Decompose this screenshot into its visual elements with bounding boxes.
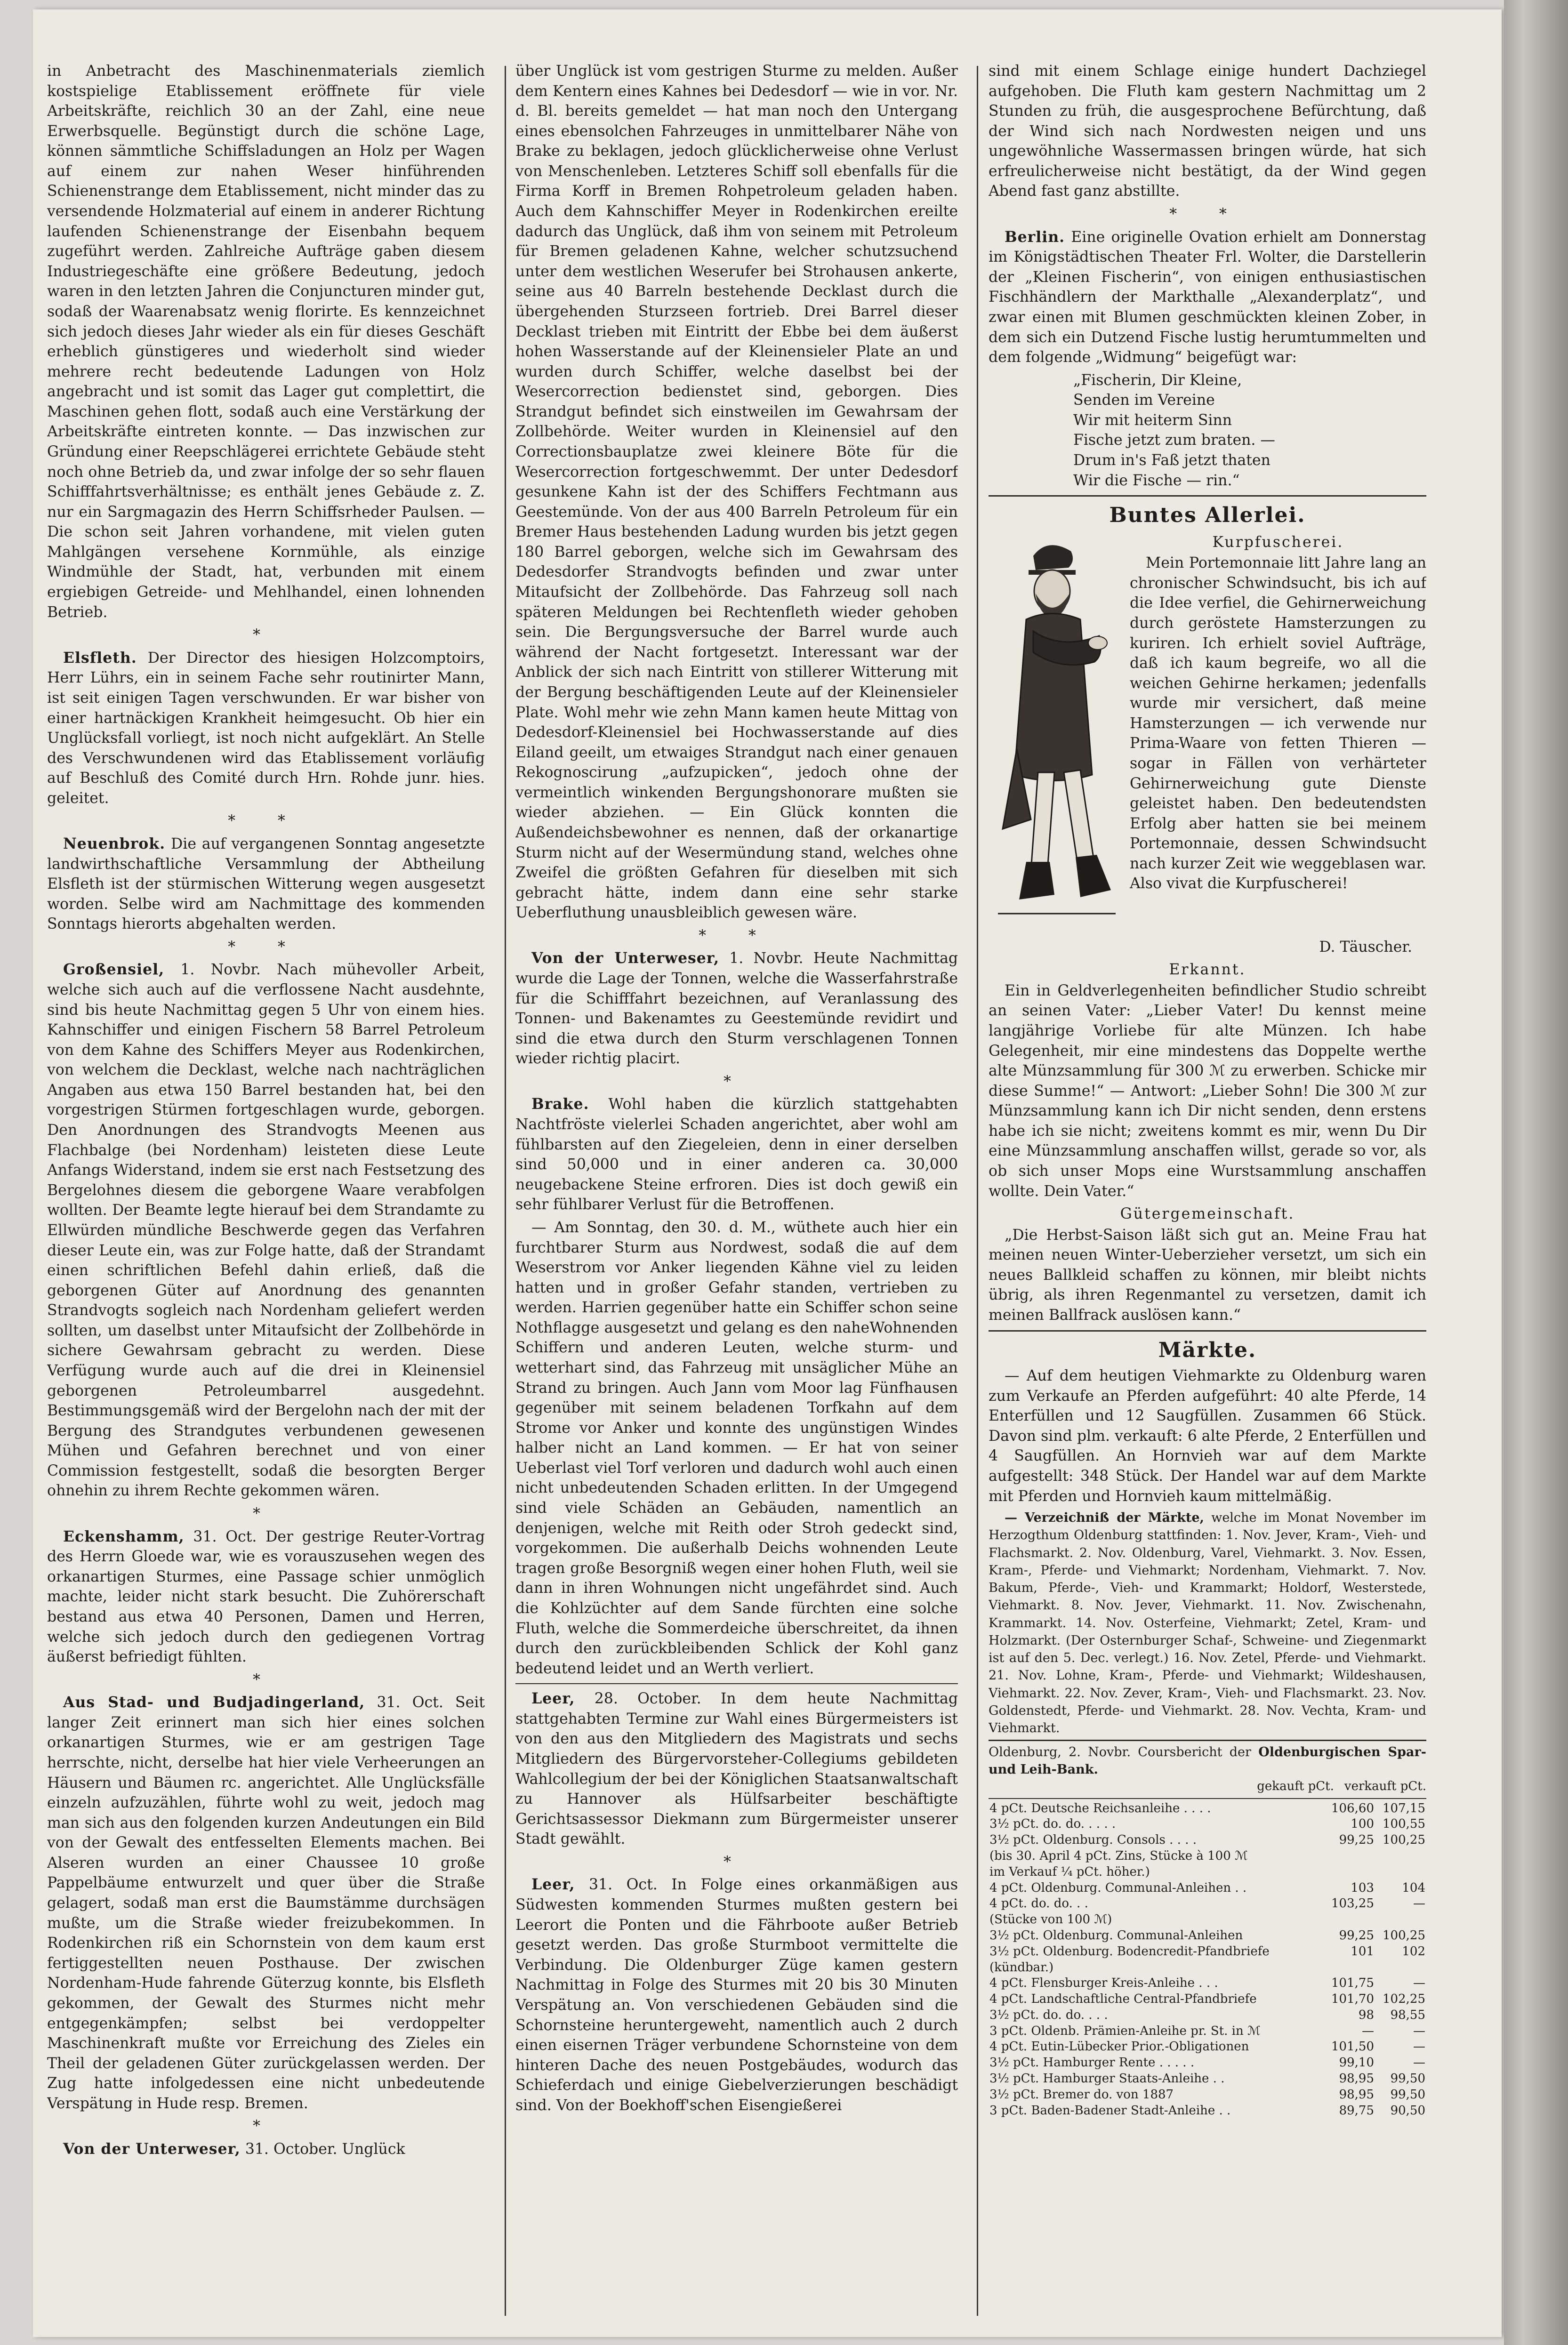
table-row [989, 1896, 1426, 1912]
table-row [989, 2024, 1426, 2040]
article-viehmarkt: — Auf dem heutigen Viehmarkte zu Oldenburg waren zum Verkaufe an Pferden aufgeführt: 40 alte Pferde, 14 Enterfüllen und 12 Saugfüllen. Zusammen 66 Stück. Davon sind plm. verkauft: 6 alte Pferde, 2 Enterfüllen und 4 Saugfüllen. An Hornvieh war auf dem Markte aufgestellt: 348 Stück. Der Handel war auf dem Markte mit Pferden und Hornvieh kaum mittelmäßig. [989, 1367, 1426, 1505]
kursbericht-table [989, 1801, 1426, 2119]
table-row [989, 2008, 1426, 2024]
column-1 [47, 61, 485, 2306]
price-bought: 101,75 [1331, 1976, 1374, 1991]
kursbericht-column-headers [989, 1778, 1426, 1795]
security-name: (bis 30. April 4 pCt. Zins, Stücke à 100 ℳ [989, 1848, 1248, 1863]
price-sold: — [1413, 2040, 1425, 2054]
separator-star: * [724, 1073, 750, 1090]
table-row [989, 1992, 1426, 2008]
place-unterweser: Von der Unterweser, [63, 2140, 241, 2158]
security-name: 3½ pCt. Bremer do. von 1887 [989, 2087, 1174, 2102]
place-leer-2: Leer, [531, 1876, 575, 1894]
price-sold: 90,50 [1390, 2103, 1425, 2118]
place-berlin: Berlin. [1005, 228, 1065, 246]
table-row [989, 1960, 1426, 1976]
security-name: 4 pCt. do. do. . . [989, 1896, 1088, 1911]
price-bought: 101 [1351, 1944, 1374, 1959]
price-sold: 102,25 [1383, 1992, 1425, 2007]
price-bought [1324, 1960, 1375, 1976]
article-stad-budjadingerland: Aus Stad- und Budjadingerland, 31. Oct. Seit langer Zeit erinnert man sich hier eines solchen orkanartigen Sturmes, wie er am gestrigen Tage herrschte, nicht, derselbe hat hier viele Verheerungen an Häusern und Bäumen rc. angerichtet. Alle Unglücksfälle einzeln aufzuzählen, führte wohl zu weit, jedoch mag man sich aus den folgenden kurzen Andeutungen ein Bild von der Gewalt des entfesselten Elements machen. Bei Alseren wurden an einer Chaussee 10 große Pappelbäume entwurzelt und quer über die Straße gelagert, sodaß man erst die Baumstämme durchsägen mußte, um die Straße wieder freizubekommen. In Rodenkirchen riß ein Schornstein von dem kaum erst fertiggestellten neuen Posthause. Der zwischen Nordenham-Hude fahrende Güterzug konnte, bis Elsfleth gekommen, der Gewalt des Sturmes nicht mehr entgegenkämpfen; selbst bei verdoppelter Maschinenkraft mußte vor Erreichung des Zieles ein Theil der geladenen Güter zurückgelassen werden. Der Zug hatte infolgedessen eine nicht unbedeutende Verspätung in Hude resp. Bremen. [47, 1694, 485, 2112]
divider [515, 1683, 958, 1684]
table-row [989, 1848, 1426, 1864]
article-unterweser-2: Von der Unterweser, 1. Novbr. Heute Nachmittag wurde die Lage der Tonnen, welche die Wasserfahrstraße für die Schifffahrt bezeichnen, auf Veranlassung des Tonnen- und Bakenamtes zu Geestemünde revidirt und sind die etwa durch den Sturm verschlagenen Tonnen wieder richtig placirt. [515, 949, 958, 1068]
price-bought [1324, 1848, 1375, 1864]
security-name: 4 pCt. Eutin-Lübecker Prior.-Obligationen [989, 2040, 1249, 2054]
article-marktverzeichnis: — Verzeichniß der Märkte, welche im Monat November im Herzogthum Oldenburg stattfinden: 1. Nov. Jever, Kram-, Vieh- und Flachsmarkt. 2. Nov. Oldenburg, Varel, Viehmarkt. 3. Nov. Essen, Kram-, Pferde- und Viehmarkt; Nordenham, Viehmarkt. 7. Nov. Bakum, Pferde-, Vieh- und Krammarkt; Holdorf, Westerstede, Viehmarkt. 8. Nov. Jever, Viehmarkt. 11. Nov. Zwischenahn, Krammarkt. 14. Nov. Osterfeine, Viehmarkt; Zetel, Kram- und Holzmarkt. (Der Osternburger Schaf-, Schweine- und Ziegenmarkt ist auf den 5. Dec. verlegt.) 16. Nov. Zetel, Pferde- und Viehmarkt. 21. Nov. Lohne, Kram-, Pferde- und Viehmarkt; Wildeshausen, Viehmarkt. 22. Nov. Zever, Kram-, Vieh- und Flachsmarkt. 23. Nov. Goldenstedt, Pferde- und Viehmarkt. 28. Nov. Vechta, Kram- und Viehmarkt. [989, 1510, 1426, 1736]
price-bought: 98 [1358, 2008, 1374, 2022]
price-sold: 102 [1402, 1944, 1425, 1959]
illustrated-article [989, 532, 1426, 937]
security-name: 3½ pCt. Hamburger Staats-Anleihe . . [989, 2072, 1225, 2086]
article-leer-2: Leer, 31. Oct. In Folge eines orkanmäßigen aus Südwesten kommenden Sturmes mußten gestern bei Leerort die Ponten und die Fährboote außer Betrieb gesetzt werden. Das große Sturmboot vermittelte die Verbindung. Die Oldenburger Züge kamen gestern Nachmittag in Folge des Sturmes mit 20 bis 30 Minuten Verspätung an. Von verschiedenen Gebäuden sind die Schornsteine heruntergeweht, namentlich auch 2 durch einen eisernen Träger verbundene Schornsteine von dem hinteren Dache des neuen Postgebäudes, wodurch das Schieferdach und einige Giebelverzierungen beschädigt sind. Von der Boekhoff'schen Eisengießerei [515, 1876, 958, 2114]
article-elsfleth: Elsfleth. Der Director des hiesigen Holzcomptoirs, Herr Lührs, ein in seinem Fache sehr routinirter Mann, ist seit einigen Tagen verschwunden. Er war bisher von einer hartnäckigen Krankheit heimgesucht. Ob hier ein Unglücksfall vorliegt, ist noch nicht aufgeklärt. An Stelle des Verschwundenen wird das Etablissement vorläufig auf Beschluß des Comité durch Hrn. Rohde junr. hies. geleitet. [47, 649, 485, 807]
price-bought [1324, 1864, 1375, 1880]
section-title-buntes-allerlei: Buntes Allerlei. [1109, 503, 1306, 528]
table-row [989, 1801, 1426, 1817]
place-leer: Leer, [531, 1690, 575, 1708]
article-kurpfuscherei: Mein Portemonnaie litt Jahre lang an chronischer Schwindsucht, bis ich auf die Idee verfiel, die Gehirnerweichung durch geröstete Hamsterzungen zu kuriren. Ich erhielt soviel Aufträge, daß ich kaum begreife, wo all die weichen Gehirne herkamen; jedenfalls wurde mir versichert, daß meine Hamsterzungen — ich verwende nur Prima-Waare von fetten Thieren — sogar in Fällen von verhärteter Gehirnerweichung gute Dienste geleistet haben. Den bedeutendsten Erfolg aber hatten sie bei meinem Portemonnaie, dessen Schwindsucht nach kurzer Zeit wie weggeblasen war. Also vivat die Kurpfuscherei! [1130, 554, 1426, 892]
man-with-hat-illustration [989, 537, 1125, 928]
col-header-verkauft: verkauft pCt. [1344, 1779, 1426, 1794]
security-name: im Verkauf ¼ pCt. höher.) [989, 1864, 1150, 1879]
subtitle-guetergemeinschaft: Gütergemeinschaft. [1120, 1205, 1295, 1223]
price-sold: — [1413, 1896, 1425, 1911]
table-row [989, 2039, 1426, 2055]
place-eckenshamm: Eckenshamm, [63, 1527, 185, 1545]
poem-line: „Fischerin, Dir Kleine, [1073, 371, 1242, 389]
binding-edge [1504, 0, 1568, 2345]
kursbericht-header: Oldenburg, 2. Novbr. Coursbericht der Oldenburgischen Spar- und Leih-Bank. gekauft pCt. verkauft pCt. [989, 1740, 1426, 1799]
article-eckenshamm: Eckenshamm, 31. Oct. Der gestrige Reuter-Vortrag des Herrn Gloede war, wie es vorauszusehen wegen des orkanartigen Sturmes, eine Passage schier unmöglich machte, leider nicht stark besucht. Die Zuhörerschaft bestand aus etwa 40 Personen, Damen und Herren, welche sich jedoch durch den gediegenen Vortrag äußerst befriedigt fühlten. [47, 1527, 485, 1666]
security-name: (kündbar.) [989, 1960, 1054, 1975]
security-name: 4 pCt. Flensburger Kreis-Anleihe . . . [989, 1976, 1218, 1991]
article-guetergemeinschaft: „Die Herbst-Saison läßt sich gut an. Meine Frau hat meinen neuen Winter-Ueberzieher versetzt, um sich ein neues Ballkleid schaffen zu können, mir bleibt nichts übrig, als ihren Regenmantel zu versetzen, damit ich meinen Ballfrack auslösen kann.“ [989, 1226, 1426, 1324]
separator-star: * * [1169, 206, 1246, 223]
price-sold: 98,55 [1390, 2008, 1425, 2022]
article-erkannt: Ein in Geldverlegenheiten befindlicher Studio schreibt an seinen Vater: „Lieber Vater! Du kennst meine langjährige Vorliebe für alte Münzen. Ich habe Gelegenheit, mir eine mindestens das Doppelte werthe alte Münzsammlung für 300 ℳ zu erwerben. Schicke mir diese Summe!“ — Antwort: „Lieber Sohn! Die 300 ℳ zur Münzsammlung kann ich Dir nicht senden, denn erstens habe ich sie nicht; zweitens kommt es mir, wenn Du Dir eine Münzsammlung anschaffen willst, gerade so vor, als ob sich unser Mops eine Wurstsammlung anschaffen wollte. Dein Vater.“ [989, 982, 1426, 1200]
poem-line: Wir mit heiterm Sinn [1073, 411, 1232, 429]
security-name: 3½ pCt. do. do. . . . . [989, 1817, 1116, 1831]
security-name: 3 pCt. Baden-Badener Stadt-Anleihe . . [989, 2103, 1231, 2118]
price-bought: 103 [1351, 1880, 1374, 1895]
column-3 [989, 61, 1426, 2306]
divider [989, 495, 1426, 497]
security-name: 3½ pCt. Oldenburg. Communal-Anleihen [989, 1928, 1243, 1943]
price-sold: — [1413, 2024, 1425, 2038]
price-sold: 100,25 [1383, 1833, 1425, 1847]
place-brake: Brake. [531, 1095, 589, 1113]
price-sold: 99,50 [1390, 2072, 1425, 2086]
table-row [989, 1880, 1426, 1896]
price-sold: 100,55 [1383, 1817, 1425, 1831]
security-name: 3½ pCt. Oldenburg. Bodencredit-Pfandbriefe [989, 1944, 1270, 1959]
security-name: 3½ pCt. Oldenburg. Consols . . . . [989, 1833, 1197, 1847]
price-sold [1375, 1848, 1426, 1864]
price-bought: 103,25 [1331, 1896, 1374, 1911]
price-bought: 98,95 [1339, 2072, 1374, 2086]
poem-line: Drum in's Faß jetzt thaten [1073, 451, 1270, 469]
price-sold: 100,25 [1383, 1928, 1425, 1943]
security-name: 3½ pCt. Hamburger Rente . . . . . [989, 2056, 1195, 2070]
column-2 [515, 61, 958, 2306]
security-name: 3 pCt. Oldenb. Prämien-Anleihe pr. St. in ℳ [989, 2024, 1261, 2038]
security-name: 4 pCt. Oldenburg. Communal-Anleihen . . [989, 1880, 1247, 1895]
security-name: 3½ pCt. do. do. . . . [989, 2008, 1108, 2022]
separator-star: * * [228, 812, 304, 830]
price-sold: — [1413, 1976, 1425, 1991]
article-leer-cont: sind mit einem Schlage einige hundert Dachziegel aufgehoben. Die Fluth kam gestern Nachmittag um 2 Stunden zu früh, die ausgesprochene Befürchtung, daß der Wind sich nach Nordwesten neigen und uns ungewöhnliche Wassermassen bringen würde, hat sich erfreulicherweise nicht bestätigt, da der Wind gegen Abend fast ganz abstillte. [989, 63, 1426, 200]
place-stad: Aus Stad- und Budjadingerland, [63, 1694, 365, 1711]
price-bought: 101,70 [1331, 1992, 1374, 2007]
poem-line: Senden im Vereine [1073, 392, 1215, 409]
subtitle-kurpfuscherei: Kurpfuscherei. [1212, 533, 1344, 551]
price-sold: — [1413, 2056, 1425, 2070]
separator-star: * * [699, 927, 775, 944]
separator-star: * * [228, 938, 304, 956]
article-brake: Brake. Wohl haben die kürzlich stattgehabten Nachtfröste vielerlei Schaden angerichtet, aber wohl am fühlbarsten auf den Ziegeleien, denn in einer derselben sind 50,000 und in einer anderen ca. 30,000 neugebackene Steine erfroren. Dies ist doch gewiß ein sehr fühlbarer Verlust für die Betroffenen. [515, 1095, 958, 1213]
security-name: 4 pCt. Landschaftliche Central-Pfandbriefe [989, 1992, 1257, 2007]
price-sold: 104 [1402, 1880, 1425, 1895]
separator-star: * [724, 1853, 750, 1871]
column-rule-2 [977, 66, 978, 2316]
table-row [989, 1816, 1426, 1832]
separator-star: * [253, 2118, 279, 2135]
table-row [989, 1976, 1426, 1992]
price-sold [1375, 1960, 1426, 1976]
subtitle-erkannt: Erkannt. [1169, 961, 1246, 979]
signature: D. Täuscher. [1319, 938, 1412, 956]
place-elsfleth: Elsfleth. [63, 649, 137, 667]
article-leer-1: Leer, 28. October. In dem heute Nachmittag stattgehabten Termine zur Wahl eines Bürgermeisters ist von den aus den Mitgliedern des Magistrats und sechs Mitgliedern des Bürgervorsteher-Collegiums gebildeten Wahlcollegium der bei der Königlichen Staatsanwaltschaft zu Hannover als Hülfsarbeiter beschäftigte Gerichtsassessor Diekmann zum Bürgermeister unserer Stadt gewählt. [515, 1690, 958, 1848]
price-sold [1375, 1912, 1426, 1928]
place-grossensiel: Großensiel, [63, 961, 165, 979]
article-brake-2: — Am Sonntag, den 30. d. M., wüthete auch hier ein furchtbarer Sturm aus Nordwest, sodaß die auf dem Weserstrom vor Anker liegenden Kähne viel zu leiden hatten und in großer Gefahr standen, vertrieben zu werden. Harrien gegenüber hatte ein Schiffer schon seine Nothflagge ausgesetzt und gelang es den naheWohnenden Schiffern und anderen Leuten, welche sturm- und wetterhart sind, das Fahrzeug mit unsäglicher Mühe an Strand zu bringen. Auch Jann vom Moor lag Fünfhausen gegenüber mit seinem beladenen Torfkahn auf dem Strome vor Anker und konnte des ungünstigen Windes halber nicht an Land kommen. — Er hat von seiner Ueberlast viel Torf verloren und dadurch wohl auch einen nicht unbedeutenden Schaden erlitten. In der Umgegend sind viele Schäden an Gebäuden, namentlich an denjenigen, welche mit Reith oder Stroh gedeckt sind, vorgekommen. Die außerhalb Deichs wohnenden Leute tragen große Besorgniß wegen einer hohen Fluth, weil sie dann in ihren Wohnungen nicht ungefährdet sind. Auch die Kohlzüchter auf dem Sande fürchten eine solche Fluth, welche die Sommerdeiche überschreitet, da ihnen durch den zurückbleibenden Schlick der Kohl ganz bedeutend leidet und an Werth verliert. [515, 1219, 958, 1677]
place-unterweser-2: Von der Unterweser, [531, 949, 720, 967]
article-intro: in Anbetracht des Maschinenmaterials ziemlich kostspielige Etablissement eröffnete für viele Arbeitskräfte, reichlich 30 an der Zahl, eine neue Erwerbsquelle. Begünstigt durch die schöne Lage, können sämmtliche Schiffsladungen an Holz per Wagen auf einem zur nahen Weser hinführenden Schienenstrange dem Etablissement, nicht minder das zu versendende Holzmaterial auf einem in anderer Richtung laufenden Schienenstrange der Eisenbahn bequem zugeführt werden. Zahlreiche Aufträge gaben diesem Industriegeschäfte eine größere Bedeutung, jedoch waren in den letzten Jahren die Conjuncturen minder gut, sodaß der Waarenabsatz wenig florirte. Es kennzeichnet sich jedoch dieses Jahr wieder als ein für dieses Geschäft erheblich günstigeres und wiederholt sind wieder mehrere recht bedeutende Ladungen von Holz angebracht und ist somit das Lager gut complettirt, die Maschinen gehen flott, sodaß auch eine Verstärkung der Arbeitskräfte eintreten konnte. — Das inzwischen zur Gründung einer Reepschlägerei errichtete Gebäude steht noch ohne Betrieb da, und zwar infolge der so sehr flauen Schifffahrtsverhältnisse; es enthält jenes Gebäude z. Z. nur ein Sargmagazin des Herrn Schiffsrheder Paulsen. — Die schon seit Jahren vorhandene, mit vielen guten Mahlgängen versehene Kornmühle, als einzige Windmühle der Stadt, hat, verbunden mit einem ergiebigen Getreide- und Mehlhandel, einen lohnenden Betrieb. [47, 63, 485, 621]
price-bought: 99,25 [1339, 1833, 1374, 1847]
poem [1073, 370, 1426, 490]
separator-star: * [253, 1671, 279, 1688]
table-row [989, 2071, 1426, 2087]
article-unterweser: Von der Unterweser, 31. October. Unglück [63, 2140, 405, 2158]
security-name: (Stücke von 100 ℳ) [989, 1912, 1112, 1927]
price-bought [1324, 1912, 1375, 1928]
price-bought: 89,75 [1339, 2103, 1374, 2118]
price-bought: 100 [1351, 1817, 1374, 1831]
price-bought: 101,50 [1331, 2040, 1374, 2054]
separator-star: * [253, 626, 279, 644]
col-header-gekauft: gekauft pCt. [1257, 1779, 1334, 1794]
price-sold [1375, 1864, 1426, 1880]
article-grossensiel: Großensiel, 1. Novbr. Nach mühevoller Arbeit, welche sich auch auf die verflossene Nacht ausdehnte, sind bis heute Nachmittag gegen 5 Uhr von einem hies. Kahnschiffer und einigen Fischern 58 Barrel Petroleum von dem Kahne des Schiffers Meyer aus Rodenkirchen, von welchem die Decklast, welche nach nachträglichen Angaben aus etwa 150 Barrel bestanden hat, bei den vorgestrigen Stürmen fortgeschlagen wurde, geborgen. Den Anordnungen des Strandvogts Meenen aus Flachbalge (bei Nordenham) leisteten diese Leute Anfangs Widerstand, indem sie erst nach Festsetzung des Bergelohnes diesem die geborgene Waare verabfolgen wollten. Der Beamte legte hierauf bei dem Strandamte zu Ellwürden mündliche Beschwerde gegen das Verfahren dieser Leute ein, was zur Folge hatte, daß der Strandamt einen schriftlichen Befehl dahin erließ, daß die geborgenen Güter auf Anordnung des genannten Strandvogts sogleich nach Nordenham geliefert werden sollten, um daselbst unter Mitaufsicht der Zollbehörde in sichere Gewahrsam gebracht zu werden. Diese Verfügung wurde auch auf die drei in Kleinensiel geborgenen Petroleumbarrel ausgedehnt. Bestimmungsgemäß wird der Bergelohn nach der mit der Bergung des Strandgutes verbundenen gewesenen Mühen und Gefahren berechnet und von einer Commission festgestellt, sodaß die besorgten Berger ohnehin zu ihrem Rechte gekommen wären. [47, 961, 485, 1500]
price-bought: 99,10 [1339, 2056, 1374, 2070]
article-berlin: Berlin. Eine originelle Ovation erhielt am Donnerstag im Königstädtischen Theater Frl. Wolter, die Darstellerin der „Kleinen Fischerin“, von einigen enthusiastischen Fischhändlern der Markthalle „Alexanderplatz“, und zwar einen mit Blumen geschmückten kleinen Zober, in dem sich ein Dutzend Fische lustig herumtummelten und dem folgende „Widmung“ beigefügt war: [989, 228, 1426, 366]
separator-star: * [253, 1505, 279, 1523]
table-row [989, 1928, 1426, 1944]
price-bought: — [1362, 2024, 1374, 2038]
table-row [989, 1912, 1426, 1928]
table-row [989, 2087, 1426, 2103]
price-sold: 107,15 [1383, 1801, 1425, 1815]
table-row [989, 1864, 1426, 1880]
table-row [989, 1832, 1426, 1848]
poem-line: Wir die Fische — rin.“ [1073, 472, 1240, 489]
section-title-maerkte: Märkte. [1158, 1338, 1257, 1362]
kurpfuscherei-text-block [1130, 532, 1426, 894]
bank-name: Oldenburgischen Spar- und Leih-Bank. [989, 1745, 1426, 1777]
column-rule-1 [505, 66, 506, 2316]
divider [989, 1330, 1426, 1332]
table-row [989, 2055, 1426, 2071]
security-name: 4 pCt. Deutsche Reichsanleihe . . . . [989, 1801, 1211, 1815]
poem-line: Fische jetzt zum braten. — [1073, 432, 1275, 449]
price-sold: 99,50 [1390, 2087, 1425, 2102]
article-unterweser-cont: über Unglück ist vom gestrigen Sturme zu melden. Außer dem Kentern eines Kahnes bei Dedesdorf — wie in vor. Nr. d. Bl. bereits gemeldet — hat man noch den Untergang eines ebensolchen Fahrzeuges in unmittelbarer Nähe von Brake zu beklagen, jedoch glücklicherweise ohne Verlust von Menschenleben. Letzteres Schiff soll ebenfalls für die Firma Korff in Bremen Rohpetroleum geladen haben. Auch dem Kahnschiffer Meyer in Rodenkirchen ereilte dadurch das Unglück, daß ihm von seinem mit Petroleum für Bremen geladenen Kahne, welcher schutzsuchend unter dem westlichen Weserufer bei Strohausen ankerte, seine aus 40 Barreln bestehende Decklast durch die übergehenden Sturzseen fortrieb. Drei Barrel dieser Decklast trieben mit Eintritt der Ebbe bei dem äußerst hohen Wasserstande auf der Kleinensieler Plate an und wurden durch Schiffer, welche daselbst bei der Wesercorrection bedienstet sind, geborgen. Dies Strandgut befindet sich einstweilen im Gewahrsam der Zollbehörde. Weiter wurden in Kleinensiel auf den Correctionsbauplatze zwei kleinere Böte für die Wesercorrection fortgeschwemmt. Der unter Dedesdorf gesunkene Kahn ist der des Schiffers Fechtmann aus Geestemünde. Von der aus 400 Barreln Petroleum für ein Bremer Haus bestehenden Ladung wurden bis jetzt gegen 180 Barrel geborgen, welche sich im Gewahrsam des Dedesdorfer Strandvogts befinden und zwar unter Mitaufsicht der Zollbehörde. Das Fahrzeug soll nach späteren Meldungen bei Rechtenfleth wieder gehoben sein. Die Bergungsversuche der Barrel wurde auch während der Nacht fortgesetzt. Interessant war der Anblick der sich nach Eintritt von stillerer Witterung mit der Bergung beschäftigenden Leute auf der Kleinensieler Plate. Wohl mehr wie zehn Mann kamen heute Mittag von Dedesdorf-Kleinensiel bei Hochwasserstande auf dies Eiland geeilt, um etwaiges Strandgut nach einer genauen Rekognoscirung „aufzupicken“, jedoch ohne der vermeintlich winkenden Bergungshonorare mußten sie wieder abziehen. — Ein Glück konnten die Außendeichsbewohner es nennen, daß der orkanartige Sturm nicht auf der Wesermündung stand, welches ohne Zweifel die größten Gefahren für dieselben mit sich gebracht hätte, indem dann eine sehr starke Ueberfluthung unausbleiblich gewesen wäre. [515, 63, 958, 922]
place-neuenbrok: Neuenbrok. [63, 835, 166, 852]
price-bought: 98,95 [1339, 2087, 1374, 2102]
label-verzeichnis: — Verzeichniß der Märkte, [1005, 1510, 1204, 1526]
price-bought: 106,60 [1331, 1801, 1374, 1815]
table-row [989, 1944, 1426, 1960]
price-bought: 99,25 [1339, 1928, 1374, 1943]
table-row [989, 2103, 1426, 2119]
article-neuenbrok: Neuenbrok. Die auf vergangenen Sonntag angesetzte landwirthschaftliche Versammlung der Abtheilung Elsfleth ist der stürmischen Witterung wegen ausgesetzt worden. Selbe wird am Nachmittage des kommenden Sonntags hierorts abgehalten werden. [47, 835, 485, 933]
